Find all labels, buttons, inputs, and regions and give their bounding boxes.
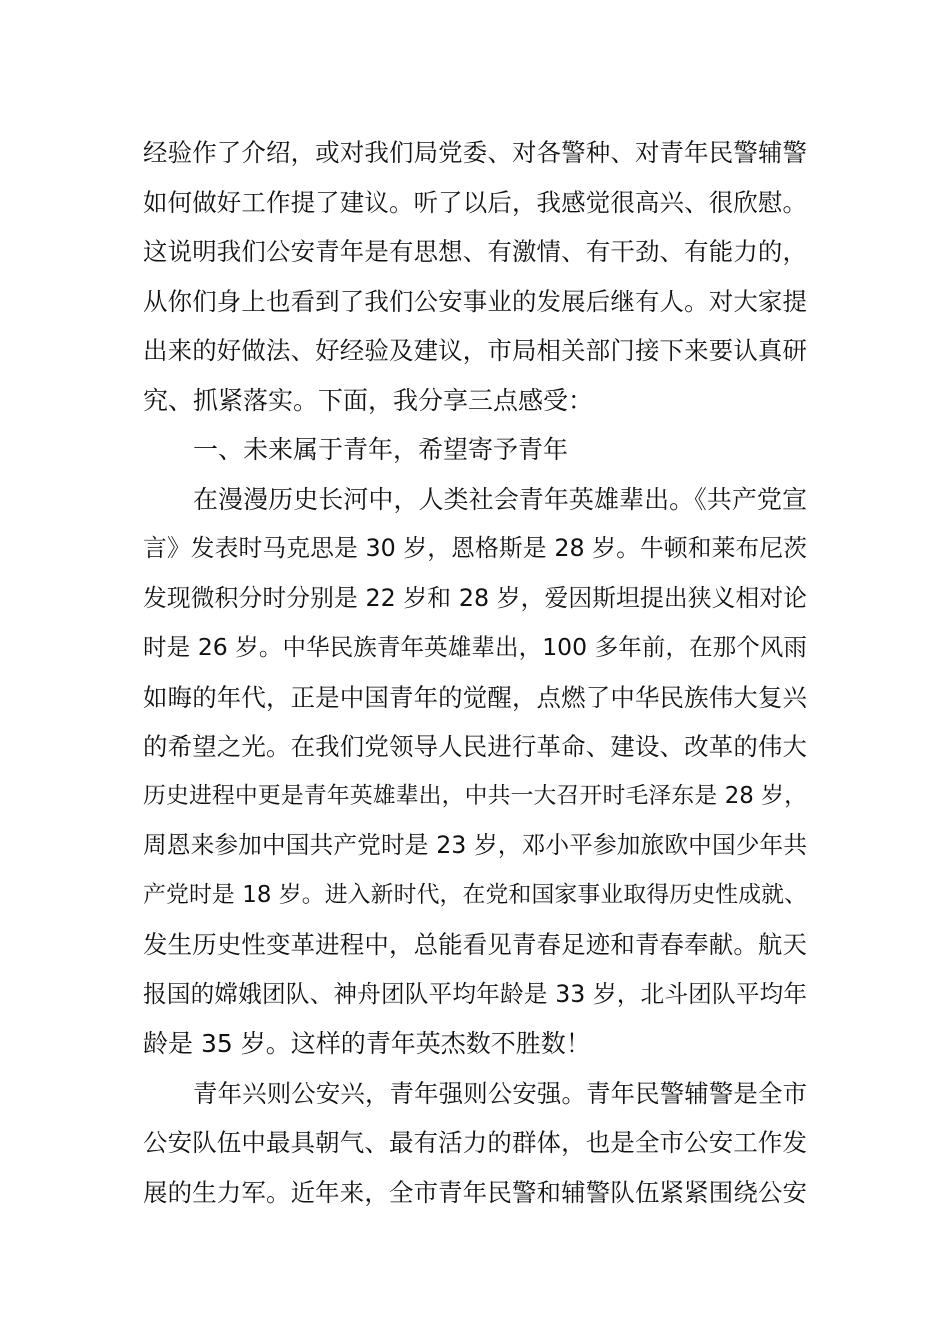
text-line: 发生历史性变革进程中，总能看见青春足迹和青春奉献。航天: [143, 930, 807, 959]
paragraph-history: [143, 475, 807, 1069]
text-line: 言》发表时马克思是 30 岁，恩格斯是 28 岁。牛顿和莱布尼茨: [143, 534, 807, 562]
text-line: 展的生力军。近年来，全市青年民警和辅警队伍紧紧围绕公安: [143, 1177, 807, 1207]
text-line: 的希望之光。在我们党领导人民进行革命、建设、改革的伟大: [143, 732, 807, 761]
text-line: 如何做好工作提了建议。听了以后，我感觉很高兴、很欣慰。: [143, 187, 807, 217]
heading-line: 一、未来属于青年，希望寄予青年: [193, 435, 569, 464]
text-line: 周恩来参加中国共产党时是 23 岁，邓小平参加旅欧中国少年共: [143, 831, 807, 859]
paragraph-intro: [143, 128, 807, 425]
text-line: 经验作了介绍，或对我们局党委、对各警种、对青年民警辅警: [143, 138, 807, 167]
paragraph-youth-police: [143, 1069, 807, 1218]
text-line: 龄是 35 岁。这样的青年英杰数不胜数！: [143, 1029, 591, 1058]
text-line: 这说明我们公安青年是有思想、有激情、有干劲、有能力的，: [143, 237, 807, 266]
text-line: 青年兴则公安兴，青年强则公安强。青年民警辅警是全市: [193, 1078, 807, 1108]
text-line: 历史进程中更是青年英雄辈出，中共一大召开时毛泽东是 28 岁，: [143, 782, 807, 809]
text-line: 时是 26 岁。中华民族青年英雄辈出，100 多年前，在那个风雨: [143, 633, 807, 661]
text-line: 从你们身上也看到了我们公安事业的发展后继有人。对大家提: [143, 286, 807, 316]
text-line: 发现微积分时分别是 22 岁和 28 岁，爱因斯坦提出狭义相对论: [143, 583, 807, 612]
text-line: 究、抓紧落实。下面，我分享三点感受：: [143, 385, 594, 415]
document-body: [143, 128, 807, 1217]
text-line: 如晦的年代，正是中国青年的觉醒，点燃了中华民族伟大复兴: [143, 682, 807, 712]
text-line: 公安队伍中最具朝气、最有活力的群体，也是全市公安工作发: [143, 1128, 807, 1157]
text-line: 产党时是 18 岁。进入新时代，在党和国家事业取得历史性成就、: [143, 881, 807, 908]
text-line: 在漫漫历史长河中，人类社会青年英雄辈出。《共产党宣: [193, 484, 807, 514]
text-line: 报国的嫦娥团队、神舟团队平均年龄是 33 岁，北斗团队平均年: [143, 979, 807, 1008]
section-heading: [143, 425, 807, 475]
text-line: 出来的好做法、好经验及建议，市局相关部门接下来要认真研: [143, 336, 807, 365]
